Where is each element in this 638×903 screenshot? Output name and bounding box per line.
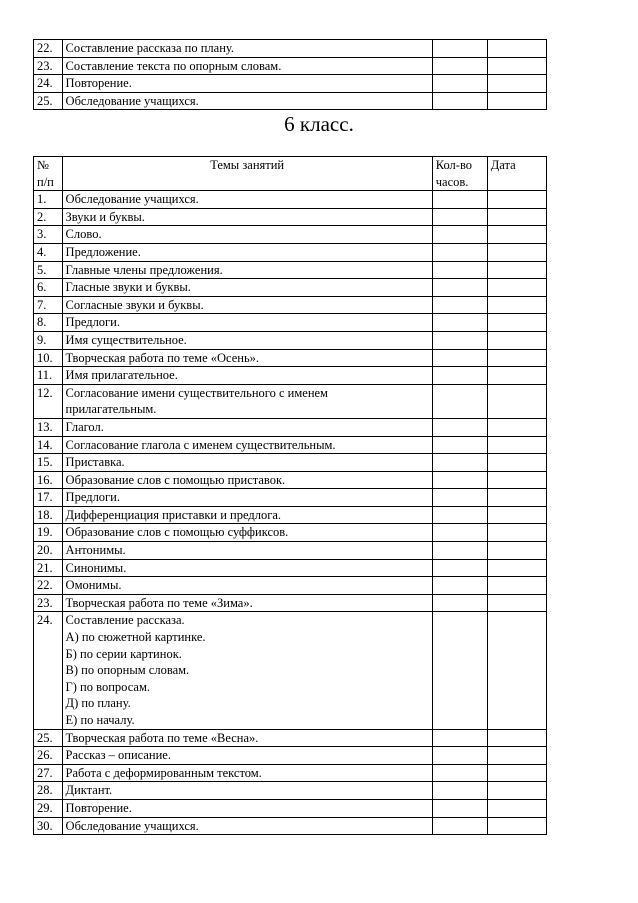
row-topic	[62, 799, 432, 817]
topic-line: Имя прилагательное.	[65, 368, 178, 383]
topic-line: Глагол.	[65, 419, 104, 434]
row-number: 16.	[34, 471, 63, 489]
row-topic	[62, 594, 432, 612]
row-number: 21.	[34, 559, 63, 577]
topic-line: А) по сюжетной картинке.	[65, 630, 206, 645]
row-number: 10.	[34, 349, 63, 367]
row-hours-cell	[432, 208, 487, 226]
row-hours-cell	[432, 349, 487, 367]
row-topic	[62, 454, 432, 472]
row-topic	[62, 489, 432, 507]
row-date-cell	[487, 799, 546, 817]
row-hours-cell	[432, 747, 487, 765]
row-date-cell	[487, 612, 546, 729]
table-row	[34, 559, 547, 577]
header-hours: Кол-во часов.	[432, 157, 487, 191]
row-number: 4.	[34, 243, 63, 261]
row-date-cell	[487, 542, 546, 560]
row-number: 15.	[34, 454, 63, 472]
table-row	[34, 454, 547, 472]
topic-line: Обследование учащихся.	[65, 818, 199, 833]
topic-line: Образование слов с помощью суффиксов.	[65, 525, 289, 540]
topic-line: Дифференциация приставки и предлога.	[65, 507, 282, 522]
row-hours-cell	[432, 75, 487, 93]
table-row	[34, 191, 547, 209]
row-date-cell	[487, 506, 546, 524]
row-date-cell	[487, 418, 546, 436]
row-date-cell	[487, 367, 546, 385]
row-topic	[62, 817, 432, 835]
row-topic	[62, 75, 432, 93]
row-date-cell	[487, 92, 546, 110]
row-number: 3.	[34, 226, 63, 244]
row-number: 6.	[34, 279, 63, 297]
row-number: 22.	[34, 577, 63, 595]
topic-line: Имя существительное.	[65, 332, 187, 347]
table-row	[34, 524, 547, 542]
topic-line: Согласование глагола с именем существительным.	[65, 437, 336, 452]
table-row	[34, 314, 547, 332]
row-hours-cell	[432, 559, 487, 577]
table-row	[34, 436, 547, 454]
topic-line: Творческая работа по теме «Осень».	[65, 350, 260, 365]
row-number: 1.	[34, 191, 63, 209]
row-hours-cell	[432, 506, 487, 524]
topic-line: Составление рассказа.	[65, 613, 185, 628]
header-number: № п/п	[34, 157, 63, 191]
grade-6-lesson-table	[33, 156, 547, 835]
row-hours-cell	[432, 799, 487, 817]
row-topic	[62, 577, 432, 595]
table-row	[34, 471, 547, 489]
row-topic	[62, 367, 432, 385]
table-row	[34, 296, 547, 314]
row-date-cell	[487, 577, 546, 595]
row-topic	[62, 612, 432, 729]
row-number: 27.	[34, 764, 63, 782]
row-date-cell	[487, 384, 546, 418]
row-hours-cell	[432, 384, 487, 418]
row-topic	[62, 92, 432, 110]
topic-line: Омонимы.	[65, 578, 122, 593]
row-date-cell	[487, 331, 546, 349]
table-row	[34, 261, 547, 279]
row-number: 22.	[34, 40, 63, 58]
row-topic	[62, 471, 432, 489]
row-topic	[62, 191, 432, 209]
row-number: 11.	[34, 367, 63, 385]
row-hours-cell	[432, 296, 487, 314]
topic-line: Обследование учащихся.	[65, 192, 199, 207]
row-date-cell	[487, 747, 546, 765]
row-hours-cell	[432, 226, 487, 244]
row-date-cell	[487, 296, 546, 314]
row-topic	[62, 349, 432, 367]
topic-line: Приставка.	[65, 455, 125, 470]
row-hours-cell	[432, 729, 487, 747]
row-number: 25.	[34, 729, 63, 747]
topic-line: Составление рассказа по плану.	[65, 41, 235, 55]
row-date-cell	[487, 454, 546, 472]
topic-line: Слово.	[65, 227, 102, 242]
table-row	[34, 489, 547, 507]
topic-line: Повторение.	[65, 800, 132, 815]
row-hours-cell	[432, 57, 487, 75]
topic-line: Е) по началу.	[65, 713, 135, 727]
row-date-cell	[487, 226, 546, 244]
table-row	[34, 226, 547, 244]
row-number: 20.	[34, 542, 63, 560]
table-row	[34, 57, 547, 75]
topic-line: Антонимы.	[65, 543, 126, 558]
row-topic	[62, 418, 432, 436]
table-row	[34, 782, 547, 800]
row-number: 9.	[34, 331, 63, 349]
topic-line: Обследование учащихся.	[65, 93, 199, 108]
table-row	[34, 577, 547, 595]
header-date: Дата	[487, 157, 546, 191]
row-hours-cell	[432, 764, 487, 782]
row-hours-cell	[432, 261, 487, 279]
row-topic	[62, 747, 432, 765]
table-row	[34, 747, 547, 765]
row-hours-cell	[432, 314, 487, 332]
row-date-cell	[487, 279, 546, 297]
row-hours-cell	[432, 243, 487, 261]
table-row	[34, 40, 547, 58]
header-topics: Темы занятий	[62, 157, 432, 191]
table-row	[34, 92, 547, 110]
topic-line: Гласные звуки и буквы.	[65, 280, 191, 295]
table-row	[34, 817, 547, 835]
row-number: 24.	[34, 612, 63, 729]
row-topic	[62, 331, 432, 349]
row-hours-cell	[432, 612, 487, 729]
row-number: 24.	[34, 75, 63, 93]
row-hours-cell	[432, 817, 487, 835]
row-hours-cell	[432, 436, 487, 454]
row-hours-cell	[432, 594, 487, 612]
row-number: 13.	[34, 418, 63, 436]
topic-line: Работа с деформированным текстом.	[65, 765, 262, 780]
row-number: 26.	[34, 747, 63, 765]
row-topic	[62, 261, 432, 279]
topic-line: прилагательным.	[65, 402, 157, 417]
topic-line: Предлоги.	[65, 490, 120, 505]
row-number: 28.	[34, 782, 63, 800]
row-date-cell	[487, 349, 546, 367]
row-hours-cell	[432, 418, 487, 436]
topic-line: Творческая работа по теме «Весна».	[65, 730, 259, 745]
row-hours-cell	[432, 40, 487, 58]
row-hours-cell	[432, 542, 487, 560]
row-hours-cell	[432, 367, 487, 385]
row-number: 7.	[34, 296, 63, 314]
row-date-cell	[487, 764, 546, 782]
row-number: 17.	[34, 489, 63, 507]
row-date-cell	[487, 261, 546, 279]
topic-line: Г) по вопросам.	[65, 679, 150, 694]
table-header-row	[34, 157, 547, 191]
topic-line: Звуки и буквы.	[65, 209, 145, 224]
topic-line: Предлоги.	[65, 315, 120, 330]
table-row	[34, 75, 547, 93]
row-number: 23.	[34, 57, 63, 75]
table-row	[34, 349, 547, 367]
row-date-cell	[487, 524, 546, 542]
table-row	[34, 594, 547, 612]
row-date-cell	[487, 57, 546, 75]
row-hours-cell	[432, 471, 487, 489]
table-row	[34, 729, 547, 747]
row-date-cell	[487, 40, 546, 58]
row-number: 30.	[34, 817, 63, 835]
row-topic	[62, 243, 432, 261]
row-topic	[62, 296, 432, 314]
row-hours-cell	[432, 524, 487, 542]
row-number: 2.	[34, 208, 63, 226]
row-topic	[62, 524, 432, 542]
row-topic	[62, 729, 432, 747]
table-row	[34, 418, 547, 436]
row-topic	[62, 208, 432, 226]
row-date-cell	[487, 191, 546, 209]
row-topic	[62, 782, 432, 800]
row-topic	[62, 40, 432, 58]
row-date-cell	[487, 243, 546, 261]
topic-line: Согласные звуки и буквы.	[65, 297, 204, 312]
table-row	[34, 331, 547, 349]
row-hours-cell	[432, 331, 487, 349]
table-row	[34, 506, 547, 524]
table-row	[34, 542, 547, 560]
row-date-cell	[487, 314, 546, 332]
topic-line: Диктант.	[65, 783, 113, 798]
row-number: 29.	[34, 799, 63, 817]
row-hours-cell	[432, 577, 487, 595]
row-topic	[62, 436, 432, 454]
row-date-cell	[487, 817, 546, 835]
topic-line: Предложение.	[65, 244, 141, 259]
row-topic	[62, 226, 432, 244]
row-date-cell	[487, 471, 546, 489]
table-row	[34, 279, 547, 297]
table-row	[34, 208, 547, 226]
row-topic	[62, 279, 432, 297]
row-topic	[62, 542, 432, 560]
row-topic	[62, 559, 432, 577]
row-number: 19.	[34, 524, 63, 542]
row-topic	[62, 384, 432, 418]
table-row	[34, 367, 547, 385]
row-hours-cell	[432, 782, 487, 800]
row-date-cell	[487, 208, 546, 226]
row-hours-cell	[432, 92, 487, 110]
row-topic	[62, 506, 432, 524]
topic-line: Рассказ – описание.	[65, 748, 171, 763]
table-row	[34, 384, 547, 418]
table-row	[34, 799, 547, 817]
topic-line: Согласование имени существительного с именем	[65, 385, 328, 400]
table-row	[34, 612, 547, 729]
topic-line: В) по опорным словам.	[65, 663, 190, 678]
topic-line: Б) по серии картинок.	[65, 646, 182, 661]
row-date-cell	[487, 782, 546, 800]
row-number: 8.	[34, 314, 63, 332]
row-number: 14.	[34, 436, 63, 454]
topic-line: Д) по плану.	[65, 696, 131, 711]
row-date-cell	[487, 729, 546, 747]
row-number: 23.	[34, 594, 63, 612]
row-date-cell	[487, 489, 546, 507]
row-topic	[62, 57, 432, 75]
row-hours-cell	[432, 279, 487, 297]
topic-line: Повторение.	[65, 76, 132, 91]
topic-line: Творческая работа по теме «Зима».	[65, 595, 253, 610]
section-title: 6 класс.	[284, 112, 354, 136]
row-date-cell	[487, 559, 546, 577]
topic-line: Главные члены предложения.	[65, 262, 223, 277]
table-row	[34, 764, 547, 782]
topic-line: Синонимы.	[65, 560, 127, 575]
row-number: 12.	[34, 384, 63, 418]
previous-grade-table	[33, 39, 547, 110]
row-topic	[62, 314, 432, 332]
row-number: 5.	[34, 261, 63, 279]
row-number: 25.	[34, 92, 63, 110]
row-date-cell	[487, 436, 546, 454]
topic-line: Составление текста по опорным словам.	[65, 58, 282, 73]
row-topic	[62, 764, 432, 782]
row-date-cell	[487, 594, 546, 612]
table-row	[34, 243, 547, 261]
row-hours-cell	[432, 191, 487, 209]
topic-line: Образование слов с помощью приставок.	[65, 472, 286, 487]
row-hours-cell	[432, 489, 487, 507]
row-date-cell	[487, 75, 546, 93]
row-number: 18.	[34, 506, 63, 524]
row-hours-cell	[432, 454, 487, 472]
